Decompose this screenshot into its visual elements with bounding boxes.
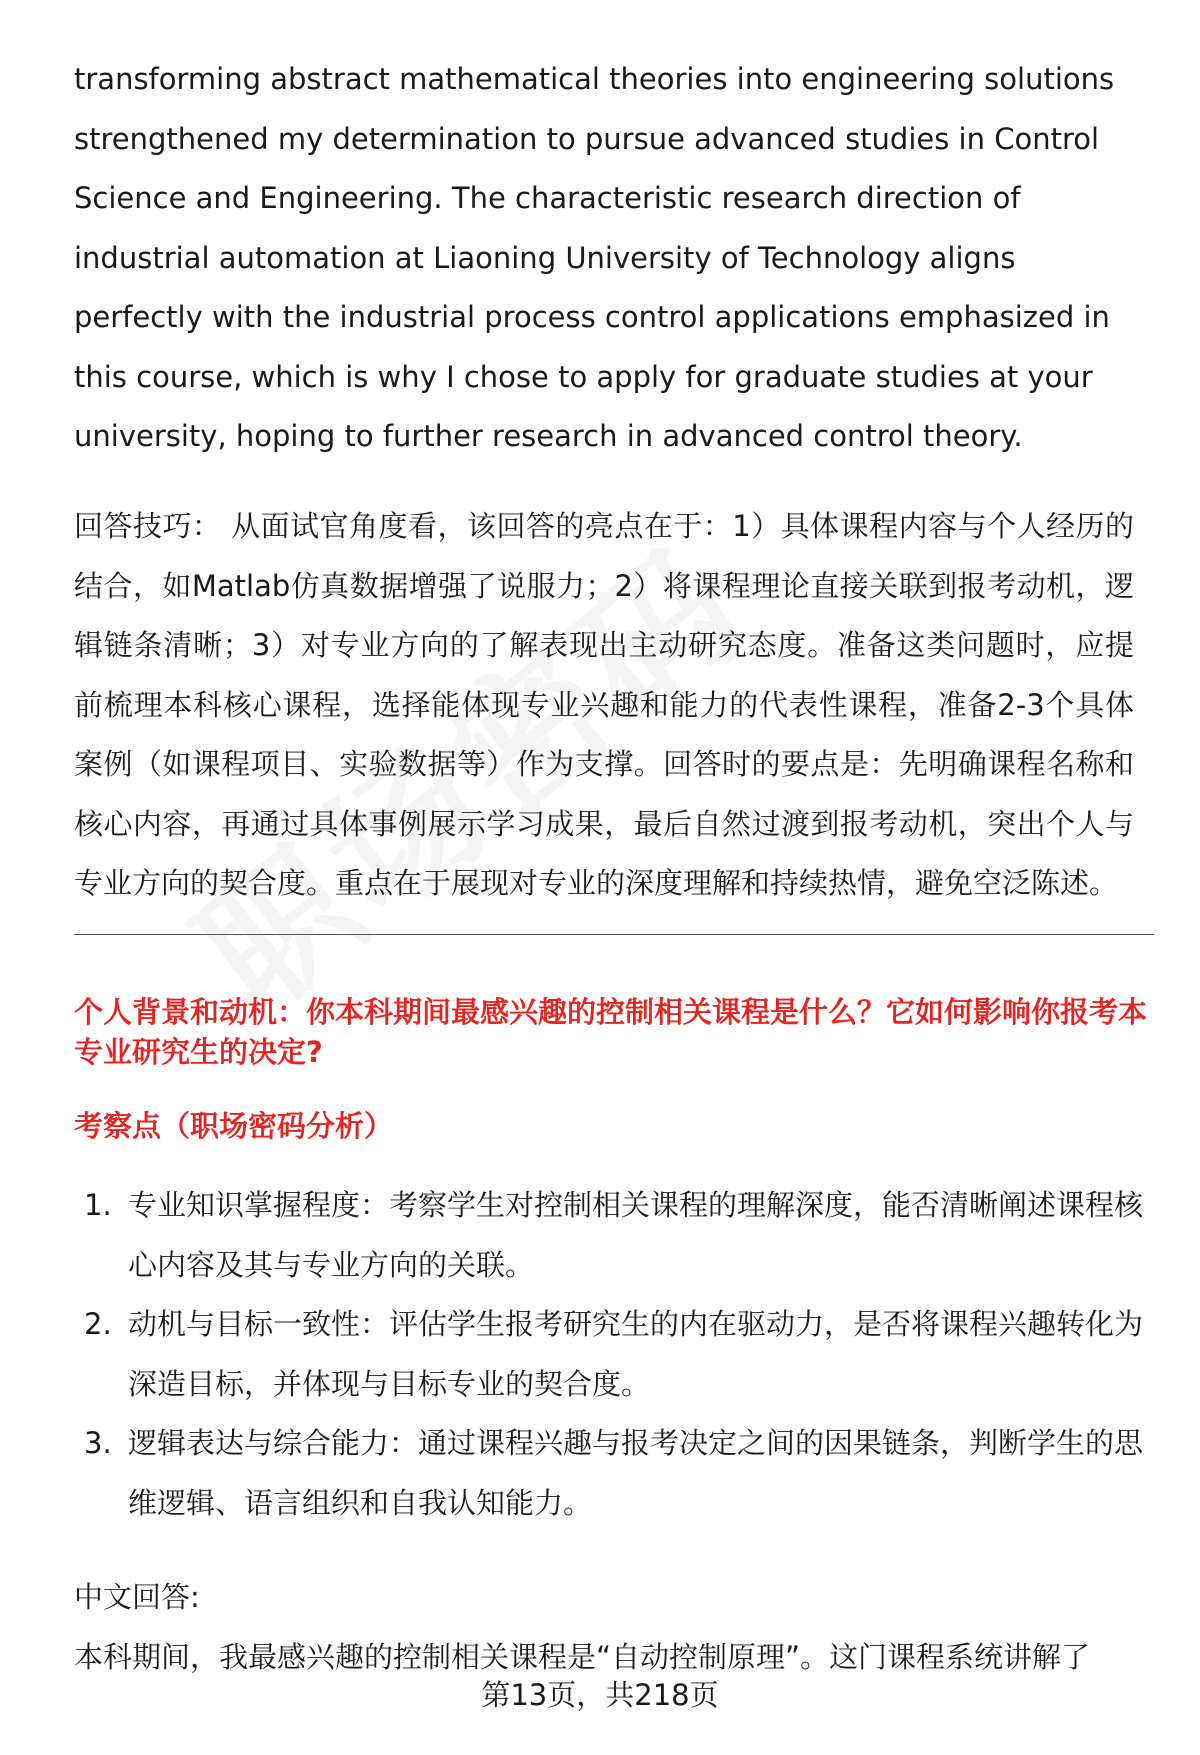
list-item-number: 1. — [84, 1188, 112, 1222]
list-item — [74, 1295, 1149, 1414]
list-item-text: 逻辑表达与综合能力：通过课程兴趣与报考决定之间的因果链条，判断学生的思维逻辑、语言组织和自我认知能力。 — [128, 1426, 1144, 1520]
section-divider — [74, 934, 1154, 935]
chinese-answer-text: 本科期间，我最感兴趣的控制相关课程是“自动控制原理”。这门课程系统讲解了 — [74, 1640, 1091, 1674]
question-heading: 个人背景和动机：你本科期间最感兴趣的控制相关课程是什么？它如何影响你报考本专业研究生的决定? — [74, 995, 1148, 1069]
list-item-text: 动机与目标一致性：评估学生报考研究生的内在驱动力，是否将课程兴趣转化为深造目标，并体现与目标专业的契合度。 — [128, 1307, 1144, 1401]
intro-paragraph: transforming abstract mathematical theories into engineering solutions strengthened my determination to pursue advanced studies in Control Science and Engineering. The characteristic research direction of industrial automation at Liaoning University of Technology aligns perfectly with the industrial process control applications emphasized in this course, which is why I chose to apply for graduate studies at your university, hoping to further research in advanced control theory. — [74, 62, 1115, 453]
analysis-heading: 考察点（职场密码分析） — [74, 1109, 394, 1143]
list-item — [74, 1414, 1149, 1533]
list-item — [74, 1176, 1149, 1295]
analysis-point-list — [74, 1176, 1149, 1533]
page-number-footer: 第13页，共218页 — [481, 1678, 719, 1712]
answer-tips-paragraph: 回答技巧： 从面试官角度看，该回答的亮点在于：1）具体课程内容与个人经历的结合，如Matlab仿真数据增强了说服力；2）将课程理论直接关联到报考动机，逻辑链条清晰；3）对专业方向的了解表现出主动研究态度。准备这类问题时，应提前梳理本科核心课程，选择能体现专业兴趣和能力的代表性课程，准备2-3个具体案例（如课程项目、实验数据等）作为支撑。回答时的要点是：先明确课程名称和核心内容，再通过具体事例展示学习成果，最后自然过渡到报考动机，突出个人与专业方向的契合度。重点在于展现对专业的深度理解和持续热情，避免空泛陈述。 — [74, 509, 1134, 900]
list-item-text: 专业知识掌握程度：考察学生对控制相关课程的理解深度，能否清晰阐述课程核心内容及其与专业方向的关联。 — [128, 1188, 1144, 1282]
list-item-number: 3. — [84, 1426, 112, 1460]
list-item-number: 2. — [84, 1307, 112, 1341]
chinese-answer-label: 中文回答: — [74, 1580, 200, 1614]
